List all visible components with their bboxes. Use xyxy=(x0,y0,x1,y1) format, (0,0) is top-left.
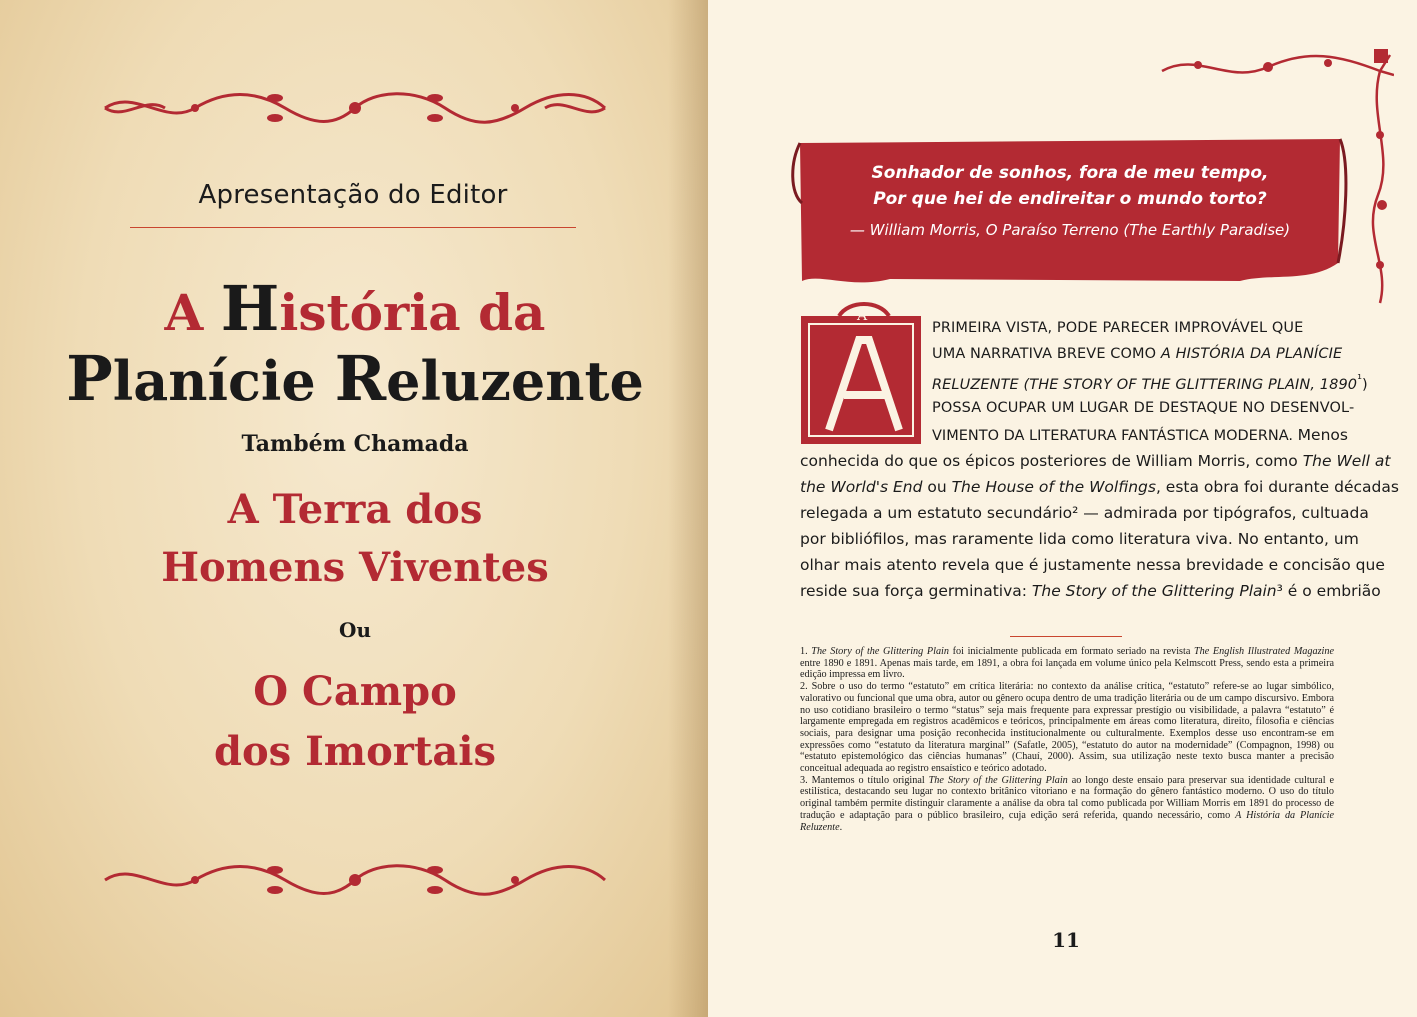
footnote-text: foi inicialmente publicada em formato seriado na revista xyxy=(948,646,1194,657)
editor-heading: Apresentação do Editor xyxy=(198,180,508,210)
title-word: eluzente xyxy=(386,349,644,413)
title-capital-h: H xyxy=(220,272,280,345)
footnote-italic: A História da Planície Reluzente xyxy=(800,809,1334,833)
body-line-6 xyxy=(800,452,1390,470)
body-line-5 xyxy=(932,426,1348,444)
body-line-10: olhar mais atento revela que é justamente nessa brevidade e concisão que xyxy=(800,556,1385,574)
left-page xyxy=(0,0,708,1017)
title-word: istória da xyxy=(279,283,546,342)
body-line-8: relegada a um estatuto secundário² — admirada por tipógrafos, cultuada xyxy=(800,504,1369,522)
footnote-2: 2. Sobre o uso do termo “estatuto” em crítica literária: no contexto da análise crítica, “estatuto” refere-se ao lugar simbólico, valorativo ou funcional que uma obra, autor ou gênero ocupa dentro de uma tradição literária ou de um campo discursivo. Embora no uso cotidiano brasileiro o termo “status” seja mais frequente para expressar prestígio ou visibilidade, a palavra “estatuto” é largamente empregada em registros acadêmicos e teóricos, principalmente em áreas como literatura, direito, filosofia e ciências sociais, para designar uma posição reconhecida institucionalmente ou culturalmente. Exemplos desse uso encontram-se em expressões como “estatuto da literatura marginal” (Safatle, 2005), “estatuto do autor na modernidade” (Compagnon, 1998) ou “estatuto epistemológico das ciências humanas” (Chauí, 2000). Assim, sua utilização neste texto busca manter a precisão conceitual adequada ao registro ensaístico e teórico adotado. xyxy=(800,681,1334,775)
alt-title-1-line-1: A Terra dos xyxy=(227,486,483,533)
title-word: A xyxy=(164,283,221,342)
body-italic: A HISTÓRIA DA PLANÍCIE xyxy=(1160,346,1343,362)
body-italic: The Well at xyxy=(1302,452,1391,470)
illuminated-dropcap xyxy=(799,300,925,446)
footnote-italic: The English Illustrated Magazine xyxy=(1194,646,1334,657)
body-line-7 xyxy=(800,478,1399,496)
book-title-line-1 xyxy=(60,272,650,345)
body-italic: The Story of the Glittering Plain xyxy=(1031,582,1277,600)
alt-title-2-line-2: dos Imortais xyxy=(214,728,496,775)
footnote-italic: The Story of the Glittering Plain xyxy=(811,646,949,657)
body-text: ou xyxy=(922,478,952,496)
footnotes xyxy=(800,646,1334,833)
footnote-rule xyxy=(1010,636,1122,637)
footnote-1 xyxy=(800,646,1334,681)
footnote-text: 1. xyxy=(800,646,812,657)
alt-title-1-line-2: Homens Viventes xyxy=(161,544,549,591)
footnote-text: entre 1890 e 1891. Apenas mais tarde, em 1891, a obra foi lançada em volume único pela Kelmscott Press, sendo esta a primeira edição impressa em livro. xyxy=(800,657,1334,681)
body-italic: The House of the Wolfings xyxy=(951,478,1156,496)
body-text: reside sua força germinativa: xyxy=(800,582,1032,600)
body-line-9: por bibliófilos, mas raramente lida como literatura viva. No entanto, um xyxy=(800,530,1359,548)
body-line-4: POSSA OCUPAR UM LUGAR DE DESTAQUE NO DESENVOL- xyxy=(932,400,1355,416)
dropcap-letter: À xyxy=(856,308,868,324)
body-text: conhecida do que os épicos posteriores de William Morris, como xyxy=(800,452,1303,470)
title-capital-r: R xyxy=(334,342,387,415)
footnote-ref-1[interactable]: ¹ xyxy=(1357,372,1363,386)
body-line-11 xyxy=(800,582,1381,600)
bottom-floral-ornament xyxy=(95,858,615,902)
footnote-3 xyxy=(800,775,1334,834)
also-called-label: Também Chamada xyxy=(241,431,469,457)
body-text: VIMENTO DA LITERATURA FANTÁSTICA MODERNA. xyxy=(932,428,1298,444)
footnote-text: 3. Mantemos o título original xyxy=(800,774,929,786)
epigraph-scroll-banner xyxy=(790,133,1350,291)
body-italic: the World's End xyxy=(800,478,923,496)
body-line-2 xyxy=(932,346,1342,362)
heading-rule xyxy=(130,227,576,228)
body-text: UMA NARRATIVA BREVE COMO xyxy=(932,346,1161,362)
epigraph-attribution: — William Morris, O Paraíso Terreno (The Earthly Paradise) xyxy=(849,221,1291,239)
page-number: 11 xyxy=(1052,928,1080,952)
body-line-1: PRIMEIRA VISTA, PODE PARECER IMPROVÁVEL QUE xyxy=(932,320,1304,336)
body-text: , esta obra foi durante décadas xyxy=(1155,478,1399,496)
alt-title-2-line-1: O Campo xyxy=(253,668,457,715)
title-capital-p: P xyxy=(66,342,113,415)
body-text: ³ é o embrião xyxy=(1276,582,1381,600)
footnote-italic: The Story of the Glittering Plain xyxy=(928,774,1068,786)
body-text: ) xyxy=(1362,376,1368,393)
epigraph-line-1: Sonhador de sonhos, fora de meu tempo, xyxy=(871,163,1269,183)
footnote-text: ao longo deste ensaio para preservar sua identidade cultural e estilística, destacando seu lugar no contexto britânico vitoriano e na formação do gênero fantástico moderno. O uso do título original também permite distinguir claramente a análise da obra tal como publicada por William Morris em 1891 do processo de tradução e adaptação para o público brasileiro, cuja edição será referida, quando necessário, como xyxy=(800,774,1334,821)
body-italic: RELUZENTE (THE STORY OF THE GLITTERING PLAIN, 1890 xyxy=(932,376,1358,393)
body-line-3 xyxy=(932,372,1368,393)
top-floral-ornament xyxy=(95,86,615,130)
body-text: Menos xyxy=(1297,426,1348,444)
or-label: Ou xyxy=(339,618,371,642)
book-title-line-2 xyxy=(60,342,650,415)
epigraph-line-2: Por que hei de endireitar o mundo torto? xyxy=(873,189,1267,209)
footnote-text: . xyxy=(839,821,843,833)
title-word: lanície xyxy=(112,349,335,413)
